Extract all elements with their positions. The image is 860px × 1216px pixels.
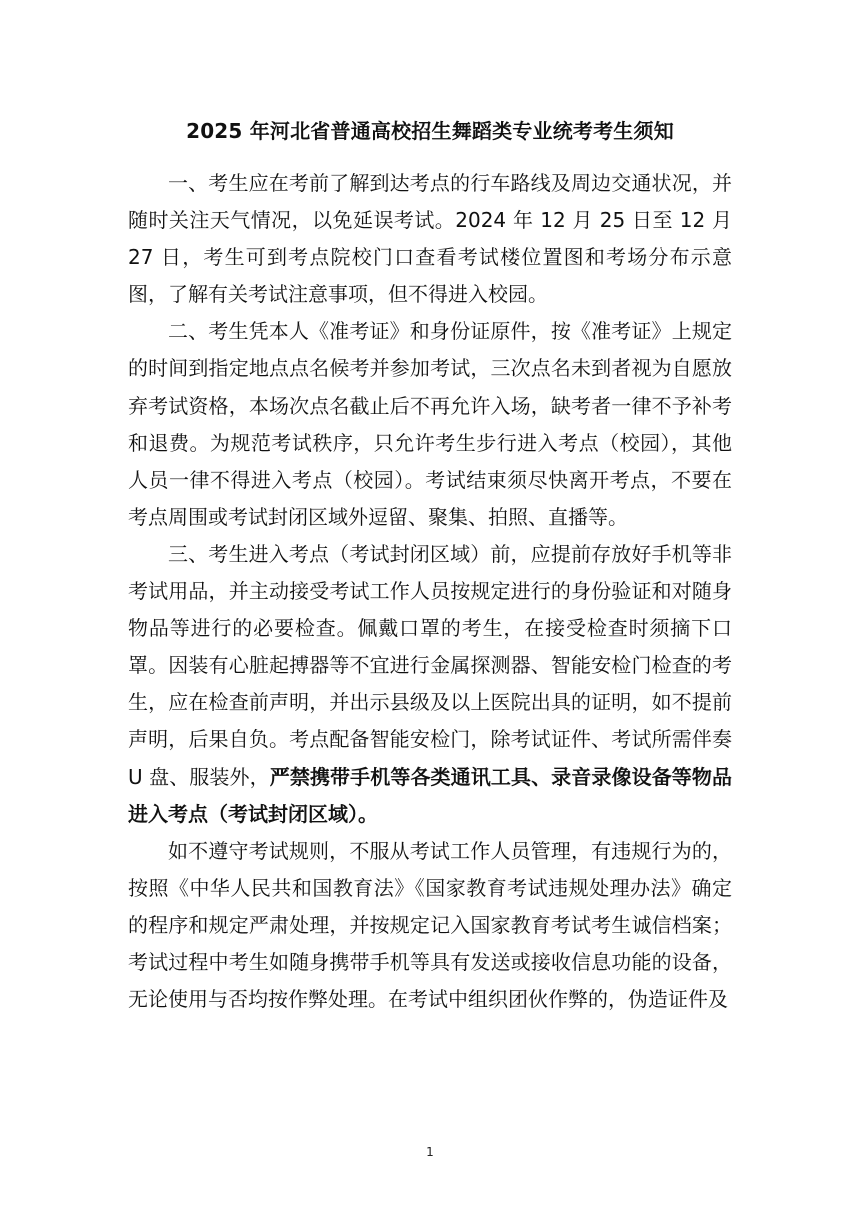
document-body (128, 165, 732, 1018)
page-number: 1 (426, 1145, 434, 1159)
paragraph-1-text: 一、考生应在考前了解到达考点的行车路线及周边交通状况，并随时关注天气情况，以免延误考试。2024 年 12 月 25 日至 12 月 27 日，考生可到考点院校门口查看考试楼位置图和考场分布示意图，了解有关考试注意事项，但不得进入校园。 (128, 171, 732, 307)
paragraph-2-text: 二、考生凭本人《准考证》和身份证原件，按《准考证》上规定的时间到指定地点点名候考并参加考试，三次点名未到者视为自愿放弃考试资格，本场次点名截止后不再允许入场，缺考者一律不予补考和退费。为规范考试秩序，只允许考生步行进入考点（校园），其他人员一律不得进入考点（校园）。考试结束须尽快离开考点，不要在考点周围或考试封闭区域外逗留、聚集、拍照、直播等。 (128, 319, 732, 529)
paragraph-1 (128, 165, 732, 313)
paragraph-4-text: 如不遵守考试规则，不服从考试工作人员管理，有违规行为的，按照《中华人民共和国教育法》《国家教育考试违规处理办法》确定的程序和规定严肃处理，并按规定记入国家教育考试考生诚信档案；考试过程中考生如随身携带手机等具有发送或接收信息功能的设备，无论使用与否均按作弊处理。在考试中组织团伙作弊的，伪造证件及 (128, 838, 732, 1012)
paragraph-3-bold-warning: 严禁携带手机等各类通讯工具、录音录像设备等物品进入考点（考试封闭区域）。 (128, 764, 733, 826)
document-title: 2025 年河北省普通高校招生舞蹈类专业统考考生须知 (186, 119, 674, 143)
paragraph-3 (128, 536, 732, 833)
paragraph-2 (128, 313, 732, 536)
paragraph-4 (128, 833, 732, 1018)
paragraph-3-text: 三、考生进入考点（考试封闭区域）前，应提前存放好手机等非考试用品，并主动接受考试工作人员按规定进行的身份验证和对随身物品等进行的必要检查。佩戴口罩的考生，在接受检查时须摘下口罩。因装有心脏起搏器等不宜进行金属探测器、智能安检门检查的考生，应在检查前声明，并出示县级及以上医院出具的证明，如不提前声明，后果自负。考点配备智能安检门，除考试证件、考试所需伴奏 U 盘、服装外， (128, 541, 732, 789)
